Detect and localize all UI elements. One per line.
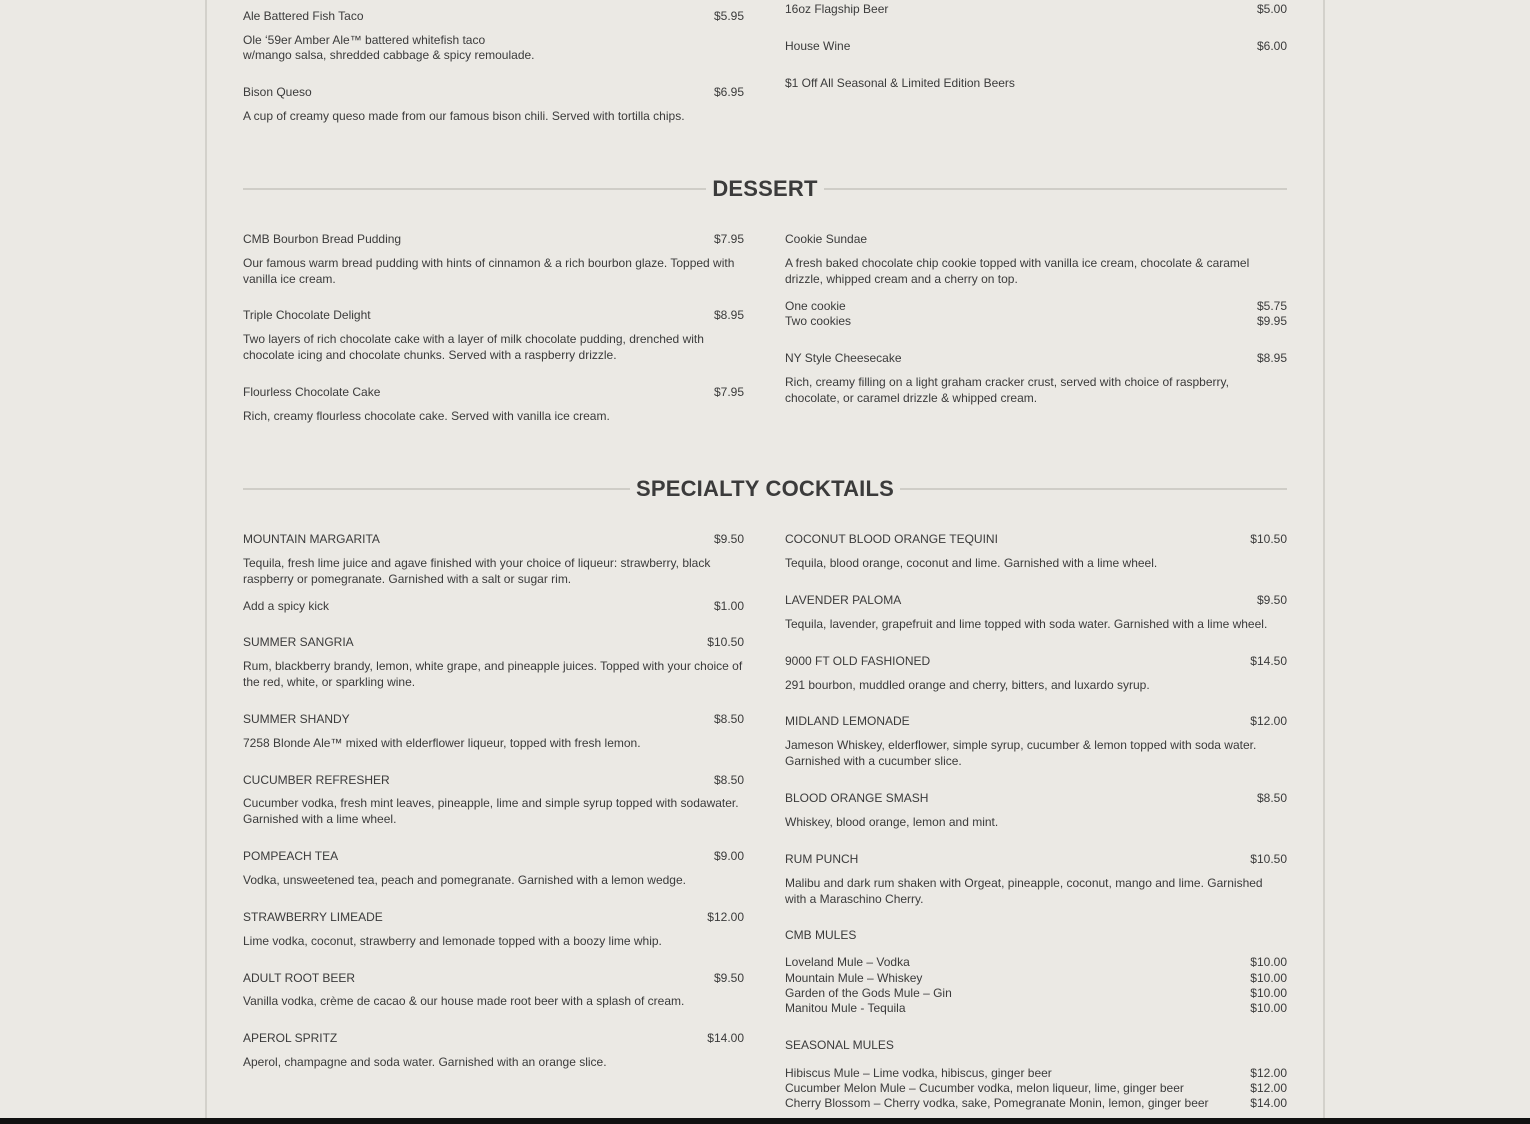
menu-item-desc: Aperol, champagne and soda water. Garnished with an orange slice. <box>243 1055 607 1069</box>
mule-item-price: $10.00 <box>1250 955 1287 969</box>
option-name: One cookie <box>785 299 846 313</box>
menu-item-price: $1.00 <box>713 599 744 613</box>
menu-item-desc: Tequila, fresh lime juice and agave finished with your choice of liqueur: strawberry, black raspberry or pomegranate. Garnished with a salt or sugar rim. <box>243 556 711 586</box>
menu-item-price: $14.00 <box>707 1031 744 1045</box>
menu-item-price: $8.50 <box>713 773 744 787</box>
mule-item-name: Loveland Mule – Vodka <box>785 955 910 969</box>
menu-item-price: $12.00 <box>707 910 744 924</box>
menu-item-price: $9.50 <box>713 532 744 546</box>
menu-item-desc: Rum, blackberry brandy, lemon, white grape, and pineapple juices. Topped with your choice of the red, white, or sparkling wine. <box>243 659 743 689</box>
mule-item-name: Hibiscus Mule – Lime vodka, hibiscus, ginger beer <box>785 1066 1052 1080</box>
menu-item-desc: 291 bourbon, muddled orange and cherry, bitters, and luxardo syrup. <box>785 678 1150 692</box>
menu-item-name: CMB Bourbon Bread Pudding <box>243 232 402 246</box>
menu-item-desc: Lime vodka, coconut, strawberry and lemonade topped with a boozy lime whip. <box>243 934 662 948</box>
menu-item-name: MOUNTAIN MARGARITA <box>243 532 380 546</box>
menu-item-price: $9.50 <box>713 971 744 985</box>
menu-item-name: $1 Off All Seasonal & Limited Edition Beers <box>785 76 1015 90</box>
menu-item-price: $14.50 <box>1250 654 1287 668</box>
mule-item-price: $10.00 <box>1250 1001 1287 1015</box>
menu-item-desc: Malibu and dark rum shaken with Orgeat, pineapple, coconut, mango and lime. Garnished with a Maraschino Cherry. <box>785 876 1263 906</box>
menu-item-name: Cookie Sundae <box>785 232 868 246</box>
subsection-title-mules: CMB MULES <box>785 928 857 942</box>
menu-item-desc: Rich, creamy filling on a light graham cracker crust, served with choice of raspberry, chocolate, or caramel drizzle & whipped cream. <box>785 375 1229 405</box>
menu-item-desc: Vodka, unsweetened tea, peach and pomegranate. Garnished with a lemon wedge. <box>243 873 686 887</box>
menu-item-name: STRAWBERRY LIMEADE <box>243 910 383 924</box>
menu-item-name: 16oz Flagship Beer <box>785 2 889 16</box>
menu-item-name: Ale Battered Fish Taco <box>243 9 364 23</box>
menu-item-desc: A fresh baked chocolate chip cookie topped with vanilla ice cream, chocolate & caramel drizzle, whipped cream and a cherry on top. <box>785 256 1250 286</box>
menu-item-desc: Ole ‘59er Amber Ale™ battered whitefish taco <box>243 33 486 47</box>
menu-item-price: $5.00 <box>1256 2 1287 16</box>
menu-item-name: APEROL SPRITZ <box>243 1031 338 1045</box>
menu-item-price: $5.95 <box>713 9 744 23</box>
menu-item-name: POMPEACH TEA <box>243 849 339 863</box>
section-title-dessert: DESSERT <box>243 176 1287 202</box>
option-name: Two cookies <box>785 314 852 328</box>
mule-item-price: $12.00 <box>1250 1081 1287 1095</box>
menu-item-price: $7.95 <box>713 232 744 246</box>
menu-item-name: ADULT ROOT BEER <box>243 971 356 985</box>
menu-item-name: CUCUMBER REFRESHER <box>243 773 390 787</box>
bottom-edge-bar <box>0 1118 1530 1124</box>
menu-item-name: SUMMER SHANDY <box>243 712 350 726</box>
menu-item-name: COCONUT BLOOD ORANGE TEQUINI <box>785 532 998 546</box>
menu-item-name: House Wine <box>785 39 851 53</box>
menu-item-name: Add a spicy kick <box>243 599 330 613</box>
menu-item-desc: Whiskey, blood orange, lemon and mint. <box>785 815 999 829</box>
menu-item-price: $9.00 <box>713 849 744 863</box>
menu-item-price: $8.50 <box>713 712 744 726</box>
menu-item-name: Triple Chocolate Delight <box>243 308 371 322</box>
menu-item-name: MIDLAND LEMONADE <box>785 714 910 728</box>
menu-item-price: $7.95 <box>713 385 744 399</box>
menu-item-desc: A cup of creamy queso made from our famous bison chili. Served with tortilla chips. <box>243 109 685 123</box>
menu-item-name: NY Style Cheesecake <box>785 351 902 365</box>
option-price: $9.95 <box>1256 314 1287 328</box>
menu-item-price: $12.00 <box>1250 714 1287 728</box>
menu-item-desc: Jameson Whiskey, elderflower, simple syrup, cucumber & lemon topped with soda water. Garnished with a cucumber slice. <box>785 738 1257 768</box>
mule-item-name: Cherry Blossom – Cherry vodka, sake, Pomegranate Monin, lemon, ginger beer <box>785 1096 1209 1110</box>
menu-item-name: LAVENDER PALOMA <box>785 593 902 607</box>
menu-item-price: $9.50 <box>1256 593 1287 607</box>
mule-item-name: Cucumber Melon Mule – Cucumber vodka, melon liqueur, lime, ginger beer <box>785 1081 1184 1095</box>
menu-item-desc: Vanilla vodka, crème de cacao & our house made root beer with a splash of cream. <box>243 994 685 1008</box>
mule-item-name: Mountain Mule – Whiskey <box>785 971 923 985</box>
menu-item-desc: Our famous warm bread pudding with hints of cinnamon & a rich bourbon glaze. Topped with vanilla ice cream. <box>243 256 735 286</box>
menu-item-name: BLOOD ORANGE SMASH <box>785 791 929 805</box>
menu-item-desc: w/mango salsa, shredded cabbage & spicy remoulade. <box>243 48 535 62</box>
menu-item-desc: Tequila, blood orange, coconut and lime. Garnished with a lime wheel. <box>785 556 1158 570</box>
menu-item-price: $10.50 <box>707 635 744 649</box>
menu-item-price: $8.95 <box>1256 351 1287 365</box>
mule-item-price: $10.00 <box>1250 971 1287 985</box>
menu-item-price: $6.00 <box>1256 39 1287 53</box>
menu-item-name: Bison Queso <box>243 85 312 99</box>
mule-item-price: $12.00 <box>1250 1066 1287 1080</box>
menu-item-desc: Tequila, lavender, grapefruit and lime topped with soda water. Garnished with a lime wheel. <box>785 617 1268 631</box>
mule-item-price: $10.00 <box>1250 986 1287 1000</box>
menu-item-name: RUM PUNCH <box>785 852 859 866</box>
menu-item-desc: Cucumber vodka, fresh mint leaves, pineapple, lime and simple syrup topped with sodawater. Garnished with a lime wheel. <box>243 796 739 826</box>
page-border-left <box>205 0 207 1118</box>
page-border-right <box>1323 0 1325 1118</box>
menu-item-price: $10.50 <box>1250 852 1287 866</box>
option-price: $5.75 <box>1256 299 1287 313</box>
section-title-cocktails: SPECIALTY COCKTAILS <box>243 476 1287 502</box>
menu-item-price: $10.50 <box>1250 532 1287 546</box>
menu-item-desc: Rich, creamy flourless chocolate cake. Served with vanilla ice cream. <box>243 409 610 423</box>
menu-item-name: Flourless Chocolate Cake <box>243 385 381 399</box>
menu-item-price: $6.95 <box>713 85 744 99</box>
menu-item-price: $8.50 <box>1256 791 1287 805</box>
menu-item-desc: 7258 Blonde Ale™ mixed with elderflower liqueur, topped with fresh lemon. <box>243 736 641 750</box>
menu-item-desc: Two layers of rich chocolate cake with a layer of milk chocolate pudding, drenched with chocolate icing and chocolate chunks. Served with a raspberry drizzle. <box>243 332 704 362</box>
menu-item-name: SUMMER SANGRIA <box>243 635 354 649</box>
mule-item-price: $14.00 <box>1250 1096 1287 1110</box>
mule-item-name: Garden of the Gods Mule – Gin <box>785 986 952 1000</box>
menu-item-price: $8.95 <box>713 308 744 322</box>
mule-item-name: Manitou Mule - Tequila <box>785 1001 906 1015</box>
subsection-title-seasonal-mules: SEASONAL MULES <box>785 1038 894 1052</box>
menu-item-name: 9000 FT OLD FASHIONED <box>785 654 931 668</box>
